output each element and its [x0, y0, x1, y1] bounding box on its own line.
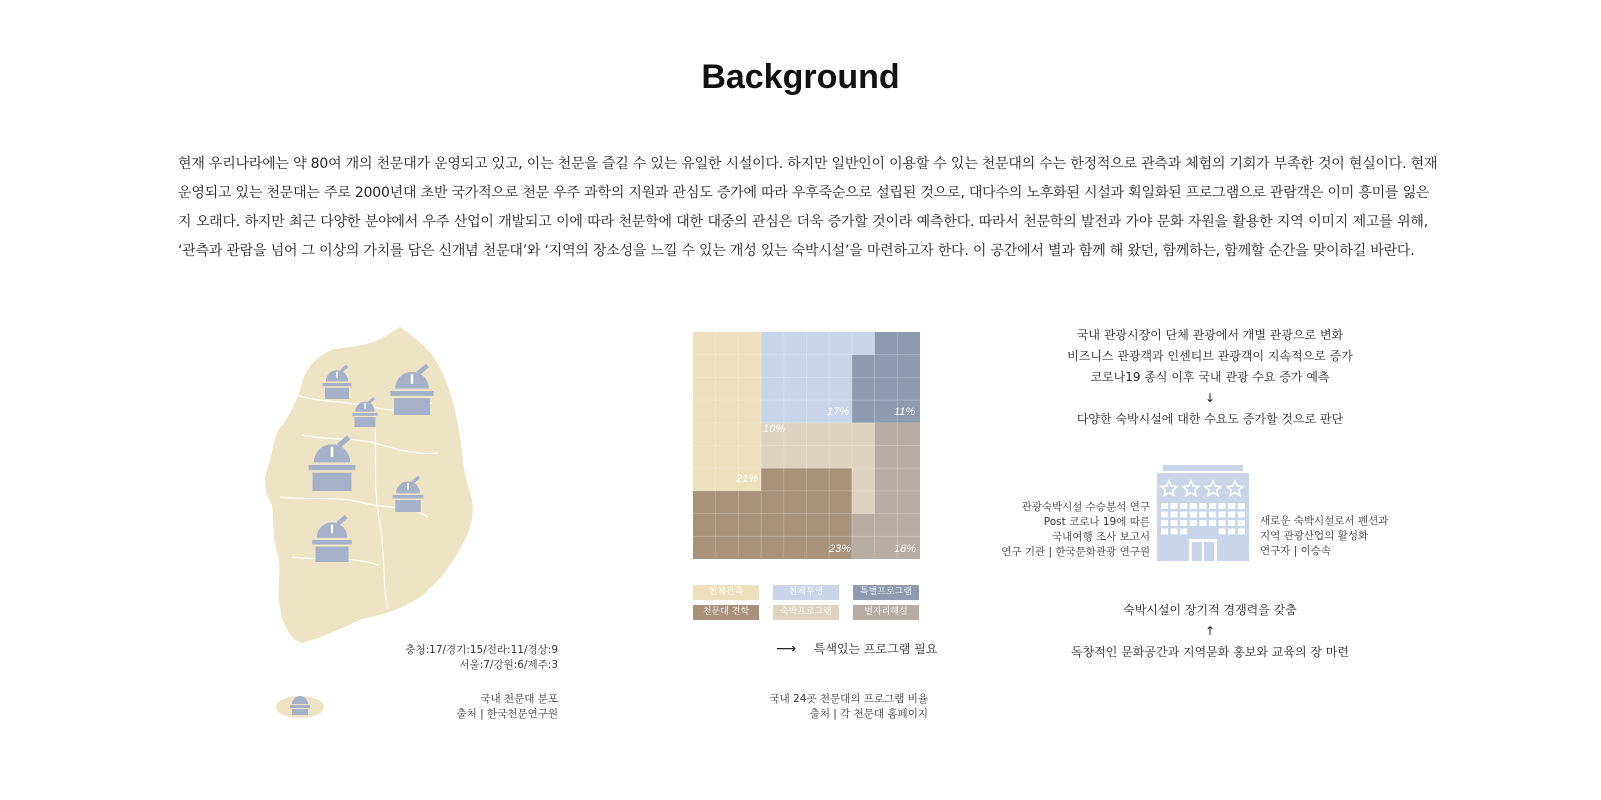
grid-cell	[829, 332, 852, 355]
hotel-window	[1199, 512, 1206, 518]
grid-cell	[738, 536, 761, 559]
grid-cell	[852, 468, 875, 491]
intro-paragraph	[178, 150, 1438, 266]
map-caption-title: 국내 천문대 분포	[480, 693, 558, 705]
grid-cell	[716, 514, 739, 537]
intro-line: 운영되고 있는 천문대는 주로 2000년대 초반 국가적으로 천문 우주 과학의 지원과 관심도 증가에 따라 우후죽순으로 설립된 것으로, 대다수의 노후화된 시설과 획일화된 프로그램으로 관람객은 이미 흥미를 잃은	[178, 185, 1430, 201]
grid-cell	[829, 377, 852, 400]
legend-item: 천체관측	[693, 585, 759, 600]
hotel-window	[1219, 503, 1226, 509]
grid-cell	[716, 400, 739, 423]
grid-cell	[875, 355, 898, 378]
percent-label: 18%	[894, 543, 917, 555]
grid-cell	[693, 400, 716, 423]
chart-caption-title: 국내 24곳 천문대의 프로그램 비율	[769, 693, 928, 705]
grid-cell	[829, 491, 852, 514]
hotel-window	[1171, 512, 1178, 518]
grid-cell	[807, 468, 830, 491]
grid-cell	[693, 468, 716, 491]
legend-item: 특별프로그램	[853, 585, 919, 600]
grid-cell	[875, 491, 898, 514]
grid-cell	[784, 423, 807, 446]
grid-cell	[693, 355, 716, 378]
grid-cell	[761, 400, 784, 423]
hotel-window	[1190, 503, 1197, 509]
hotel-window	[1228, 529, 1235, 535]
grid-cell	[716, 355, 739, 378]
hotel-window	[1180, 512, 1187, 518]
grid-cell	[897, 377, 920, 400]
grid-cell	[716, 491, 739, 514]
hotel-window	[1228, 503, 1235, 509]
hotel-window	[1238, 529, 1245, 535]
competitiveness-line: 숙박시설이 장기적 경쟁력을 갖춤	[1123, 603, 1297, 617]
map-stats-line: 서울:7/강원:6/제주:3	[459, 659, 558, 671]
grid-cell	[875, 514, 898, 537]
grid-cell	[807, 355, 830, 378]
grid-cell	[897, 355, 920, 378]
chart-caption-source: 출처 | 각 천문대 홈페이지	[809, 708, 928, 720]
grid-cell	[875, 332, 898, 355]
grid-cell	[738, 400, 761, 423]
hotel-window	[1219, 512, 1226, 518]
grid-cell	[761, 514, 784, 537]
trend-line: 코로나19 종식 이후 국내 관광 수요 증가 예측	[1090, 370, 1330, 384]
grid-cell	[807, 491, 830, 514]
map-stats-line: 충청:17/경기:15/전라:11/경상:9	[405, 644, 558, 656]
hotel-window	[1180, 520, 1187, 526]
grid-cell	[852, 514, 875, 537]
chart-legend	[693, 585, 933, 625]
grid-cell	[897, 423, 920, 446]
grid-cell	[829, 446, 852, 469]
page-title: Background	[701, 58, 900, 96]
grid-cell	[852, 355, 875, 378]
trend-line: 비즈니스 관광객과 인센티브 관광객이 지속적으로 증가	[1067, 349, 1353, 363]
grid-cell	[738, 377, 761, 400]
caption-line: 연구 기관 | 한국문화관광 연구원	[1001, 546, 1150, 558]
grid-cell	[738, 446, 761, 469]
grid-cell	[693, 514, 716, 537]
competitiveness-block	[1030, 600, 1390, 663]
grid-cell	[807, 377, 830, 400]
hotel-window	[1161, 529, 1168, 535]
grid-cell	[852, 446, 875, 469]
chart-conclusion-text: 특색있는 프로그램 필요	[813, 642, 938, 656]
legend-item: 숙박프로그램	[773, 605, 839, 620]
grid-cell	[761, 446, 784, 469]
hotel-building-icon	[1155, 465, 1251, 561]
grid-cell	[716, 536, 739, 559]
research-right-caption	[1260, 514, 1420, 559]
hotel-window	[1219, 520, 1226, 526]
hotel-window	[1171, 520, 1178, 526]
hotel-window	[1228, 512, 1235, 518]
grid-cell	[738, 423, 761, 446]
intro-line: 지 오래다. 하지만 최근 다양한 분야에서 우주 산업이 개발되고 이에 따라 천문학에 대한 대중의 관심은 더욱 증가할 것이라 예측한다. 따라서 천문학의 발전과 가야 문화 자원을 활용한 지역 이미지 제고를 위해,	[178, 214, 1428, 230]
grid-cell	[784, 332, 807, 355]
hotel-window	[1171, 529, 1178, 535]
hotel-window	[1209, 503, 1216, 509]
grid-cell	[784, 400, 807, 423]
competitiveness-line: 독창적인 문화공간과 지역문화 홍보와 교육의 장 마련	[1071, 645, 1349, 659]
hotel-window	[1161, 512, 1168, 518]
arrow-right-icon: ⟶	[776, 641, 797, 657]
grid-cell	[829, 468, 852, 491]
map-caption	[380, 692, 558, 722]
grid-cell	[875, 423, 898, 446]
grid-cell	[807, 536, 830, 559]
arrow-down-icon: ↓	[1204, 391, 1216, 405]
legend-item: 별자리해설	[853, 605, 919, 620]
percent-label: 11%	[894, 406, 916, 418]
grid-cell	[875, 377, 898, 400]
grid-cell	[761, 377, 784, 400]
hotel-window	[1180, 503, 1187, 509]
intro-line: 현재 우리나라에는 약 80여 개의 천문대가 운영되고 있고, 이는 천문을 즐길 수 있는 유일한 시설이다. 하지만 일반인이 이용할 수 있는 천문대의 수는 한정적으로 관측과 체험의 기회가 부족한 것이 현실이다. 현재	[178, 156, 1438, 172]
percent-label: 23%	[829, 543, 852, 555]
grid-cell	[784, 536, 807, 559]
grid-cell	[897, 446, 920, 469]
hotel-window	[1161, 503, 1168, 509]
grid-cell	[852, 491, 875, 514]
caption-line: Post 코로나 19에 따른	[1043, 516, 1150, 528]
grid-cell	[875, 468, 898, 491]
chart-caption	[740, 692, 928, 722]
percent-label: 21%	[736, 473, 759, 485]
grid-cell	[784, 514, 807, 537]
hotel-window	[1199, 520, 1206, 526]
grid-cell	[852, 377, 875, 400]
korea-map	[262, 325, 492, 645]
grid-cell	[807, 446, 830, 469]
grid-cell	[897, 468, 920, 491]
caption-line: 국내여행 조사 보고서	[1052, 531, 1150, 543]
hotel-window	[1238, 512, 1245, 518]
hotel-window	[1238, 503, 1245, 509]
hotel-window	[1228, 520, 1235, 526]
chart-conclusion	[776, 640, 937, 657]
grid-cell	[875, 446, 898, 469]
grid-cell	[784, 355, 807, 378]
caption-line: 관광숙박시설 수승분석 연구	[1021, 501, 1150, 513]
jeju-island	[274, 692, 326, 720]
grid-cell	[807, 423, 830, 446]
grid-cell	[693, 491, 716, 514]
grid-cell	[738, 514, 761, 537]
grid-cell	[738, 355, 761, 378]
map-stats	[380, 643, 558, 673]
grid-cell	[761, 332, 784, 355]
grid-cell	[852, 332, 875, 355]
hotel-window	[1209, 512, 1216, 518]
percent-label: 10%	[763, 423, 786, 435]
grid-cell	[716, 423, 739, 446]
hotel-window	[1190, 520, 1197, 526]
grid-cell	[761, 468, 784, 491]
grid-cell	[784, 446, 807, 469]
program-ratio-chart	[693, 332, 920, 559]
grid-cell	[761, 355, 784, 378]
hotel-window	[1161, 520, 1168, 526]
grid-cell	[693, 536, 716, 559]
grid-cell	[852, 400, 875, 423]
program-ratio-grid	[693, 332, 920, 559]
map-caption-source: 출처 | 한국천문연구원	[456, 708, 558, 720]
hotel-window	[1209, 520, 1216, 526]
grid-cell	[693, 377, 716, 400]
hotel-window	[1219, 529, 1226, 535]
grid-cell	[761, 491, 784, 514]
research-left-caption	[1000, 500, 1150, 560]
grid-cell	[716, 377, 739, 400]
hotel-window	[1199, 503, 1206, 509]
hotel-window	[1171, 503, 1178, 509]
intro-line: ‘관측과 관람을 넘어 그 이상의 가치를 담은 신개념 천문대’와 ‘지역의 장소성을 느낄 수 있는 개성 있는 숙박시설’을 마련하고자 한다. 이 공간에서 별과 함께 해 왔던, 함께하는, 함께할 순간을 맞이하길 바란다.	[178, 243, 1415, 259]
hotel-window	[1180, 529, 1187, 535]
percent-label: 17%	[827, 406, 850, 418]
grid-cell	[807, 514, 830, 537]
grid-cell	[897, 491, 920, 514]
grid-cell	[716, 446, 739, 469]
grid-cell	[784, 468, 807, 491]
grid-cell	[693, 332, 716, 355]
grid-cell	[693, 423, 716, 446]
grid-cell	[897, 514, 920, 537]
grid-cell	[784, 491, 807, 514]
grid-cell	[897, 332, 920, 355]
grid-cell	[761, 536, 784, 559]
caption-line: 연구자 | 이승속	[1260, 545, 1332, 557]
grid-cell	[829, 355, 852, 378]
grid-cell	[829, 423, 852, 446]
legend-item: 천문대 견학	[693, 605, 759, 620]
hotel-window	[1238, 520, 1245, 526]
grid-cell	[852, 536, 875, 559]
grid-cell	[829, 514, 852, 537]
korea-land	[265, 327, 473, 643]
grid-cell	[784, 377, 807, 400]
hotel-window	[1190, 512, 1197, 518]
grid-cell	[738, 491, 761, 514]
legend-item: 천체투영	[773, 585, 839, 600]
caption-line: 지역 관광산업의 활성화	[1260, 530, 1369, 542]
trend-line: 국내 관광시장이 단체 관광에서 개별 관광으로 변화	[1076, 328, 1344, 342]
grid-cell	[738, 332, 761, 355]
grid-cell	[807, 332, 830, 355]
trend-conclusion: 다양한 숙박시설에 대한 수요도 증가할 것으로 판단	[1076, 412, 1344, 426]
grid-cell	[716, 332, 739, 355]
tourism-trends	[1030, 325, 1390, 430]
grid-cell	[852, 423, 875, 446]
arrow-up-icon: ↑	[1204, 624, 1216, 638]
grid-cell	[693, 446, 716, 469]
caption-line: 새로운 숙박시설로서 펜션과	[1260, 515, 1389, 527]
